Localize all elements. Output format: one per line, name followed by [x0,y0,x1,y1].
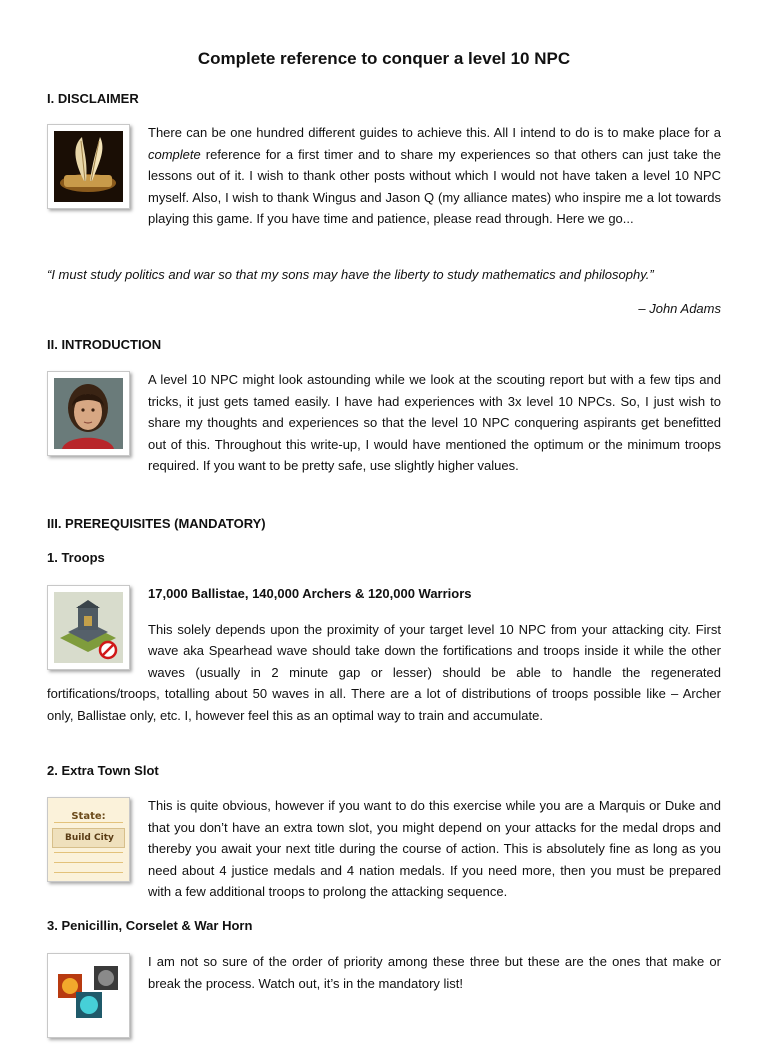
page-title: Complete reference to conquer a level 10 NPC [197,49,571,68]
section-heading-prerequisites: III. PREREQUISITES (MANDATORY) [47,516,266,531]
subsection-heading-town-slot: 2. Extra Town Slot [47,763,159,778]
troops-requirement: 17,000 Ballistae, 140,000 Archers & 120,000 Warriors [148,586,472,601]
build-city-image: State: Build City [47,797,130,882]
troops-paragraph: 17,000 Ballistae, 140,000 Archers & 120,000 Warriors This solely depends upon the proximity of your target level 10 NPC from your attacking city. First wave aka Spearhead wave should take down the fortifications and troops inside it while the other waves (usually in 2 minute gap or lesser) should be able to handle the regenerated fortifications/troops, totalling about 50 waves in all. There are a lot of distributions of troops possible like – Archer only, Ballistae only, etc. I, however feel this as an optimal way to train and accumulate. [47,583,721,727]
section-heading-disclaimer: I. DISCLAIMER [47,91,139,106]
introduction-paragraph: A level 10 NPC might look astounding while we look at the scouting report but with a few tips and tricks, it just gets tamed easily. I have had experiences with 3x level 10 NPCs. So, I just wish to share my thoughts and experiences so that the level 10 NPC conquering aspirants get benefitted out of this. Throughout this write-up, I would have mentioned the optimum or the minimum troops required. If you want to be pretty safe, use slightly higher values. [47,369,721,477]
siege-building-image [47,585,130,670]
subsection-heading-items: 3. Penicillin, Corselet & War Horn [47,918,253,933]
character-portrait-image [47,371,130,456]
game-items-image [47,953,130,1038]
emphasis-complete: complete [148,146,201,162]
items-paragraph: I am not so sure of the order of priority among these three but these are the ones that make or break the process. Watch out, it’s in the mandatory list! [47,951,721,1044]
disclaimer-paragraph: There can be one hundred different guides to achieve this. All I intend to do is to make place for a complete reference for a first timer and to share my experiences so that others can just take the lessons out of it. I wish to thank other posts without which I would not have taken a level 10 NPC myself. Also, I wish to thank Wingus and Jason Q (my alliance mates) who inspire me a lot towards playing this game. If you have time and patience, please read through. Here we go... [47,122,721,230]
town-slot-paragraph: State: Build City This is quite obvious, however if you want to do this exercise while you are a Marquis or Duke and that you don’t have an extra town slot, you might depend on your attacks for the medal drops and thereby you await your next title during the course of action. This is absolutely fine as long as you need about 4 justice medals and 4 nation medals. If you need more, then you must be prepared with a few additional troops to prolong the attacking sequence. [47,795,721,903]
build-city-button: Build City [52,828,125,848]
quote-attribution: – John Adams [638,301,721,316]
adams-quote: “I must study politics and war so that my sons may have the liberty to study mathematics and philosophy.” [47,267,654,282]
quill-scroll-image [47,124,130,209]
section-heading-introduction: II. INTRODUCTION [47,337,162,352]
subsection-heading-troops: 1. Troops [47,550,105,565]
